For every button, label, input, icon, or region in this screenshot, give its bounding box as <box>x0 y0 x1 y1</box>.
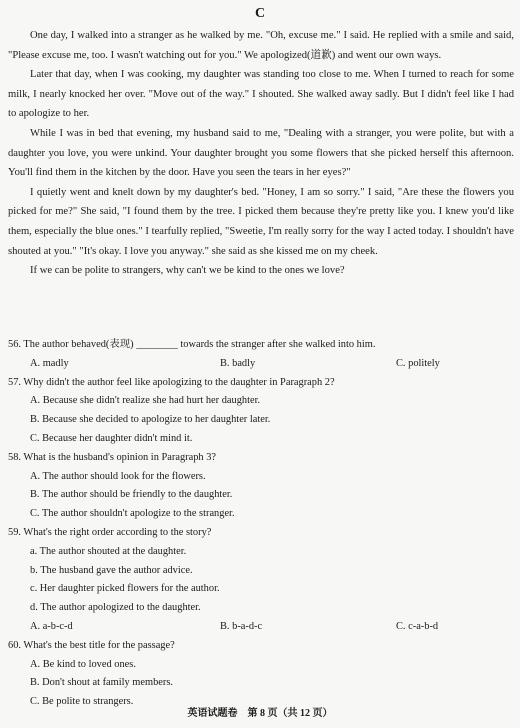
option-b: B. Because she decided to apologize to her daughter later. <box>30 414 271 426</box>
question-57 <box>8 374 514 449</box>
option-b: B. The author should be friendly to the daughter. <box>30 489 233 501</box>
passage-paragraph-4: I quietly went and knelt down by my daughter's bed. "Honey, I am so sorry." I said, "Are these the flowers you picked for me?" She said, "I found them by the tree. I picked them because they're pretty like you. I knew you'd like them, especially the blue ones." I tearfully replied, "Sweetie, I'm really sorry for the way I acted today. I shouldn't have shouted at you." "It's okay. I love you anyway." she said as she kissed me on my cheek. <box>8 186 514 257</box>
page-footer: 英语试题卷 第 8 页（共 12 页） <box>187 708 333 719</box>
option-a: A. Because she didn't realize she had hurt her daughter. <box>30 395 261 407</box>
section-heading: C <box>254 6 266 21</box>
option-a: A. madly <box>30 357 69 369</box>
option-c: C. politely <box>396 357 440 369</box>
option-a: A. a-b-c-d <box>30 620 73 632</box>
question-56 <box>8 336 514 374</box>
event-b: b. The husband gave the author advice. <box>30 564 193 576</box>
question-58 <box>8 449 514 524</box>
question-list <box>8 336 514 712</box>
question-stem: 57. Why didn't the author feel like apologizing to the daughter in Paragraph 2? <box>8 376 335 388</box>
passage-paragraph-2: Later that day, when I was cooking, my daughter was standing too close to me. When I turned to reach for some milk, I nearly knocked her over. "Move out of the way." I shouted. She walked away sadly. But I didn't feel like I had to apologize to her. <box>8 69 514 120</box>
option-row <box>8 618 514 637</box>
option-c: C. c-a-b-d <box>396 620 439 632</box>
option-a: A. Be kind to loved ones. <box>30 658 136 670</box>
option-b: B. b-a-d-c <box>220 620 263 632</box>
question-60 <box>8 637 514 712</box>
option-a: A. The author should look for the flowers. <box>30 470 206 482</box>
option-c: C. Because her daughter didn't mind it. <box>30 432 193 444</box>
passage-paragraph-5: If we can be polite to strangers, why can't we be kind to the ones we love? <box>30 265 345 277</box>
passage-paragraph-1: One day, I walked into a stranger as he walked by me. "Oh, excuse me." I said. He replied with a smile and said, "Please excuse me, too. I wasn't watching out for you." We apologized(道歉) and went our own ways. <box>8 30 514 61</box>
question-stem: 56. The author behaved(表现) ________ towards the stranger after she walked into him. <box>8 339 376 350</box>
option-c: C. The author shouldn't apologize to the stranger. <box>30 508 235 520</box>
question-stem: 59. What's the right order according to the story? <box>8 526 212 538</box>
reading-passage <box>8 26 514 281</box>
event-a: a. The author shouted at the daughter. <box>30 545 187 557</box>
option-b: B. Don't shout at family members. <box>30 677 173 689</box>
question-stem: 60. What's the best title for the passage? <box>8 639 175 651</box>
passage-paragraph-3: While I was in bed that evening, my husband said to me, "Dealing with a stranger, you were polite, but with a daughter you love, you were unkind. Your daughter brought you some flowers that she picked herself this afternoon. You'll find them in the kitchen by the door. Have you seen the tears in her eyes?" <box>8 127 514 179</box>
question-59 <box>8 524 514 637</box>
option-b: B. badly <box>220 357 256 369</box>
event-d: d. The author apologized to the daughter. <box>30 602 201 614</box>
option-row <box>8 355 514 374</box>
event-c: c. Her daughter picked flowers for the author. <box>30 583 220 595</box>
option-c: C. Be polite to strangers. <box>30 696 134 708</box>
question-stem: 58. What is the husband's opinion in Paragraph 3? <box>8 451 217 463</box>
